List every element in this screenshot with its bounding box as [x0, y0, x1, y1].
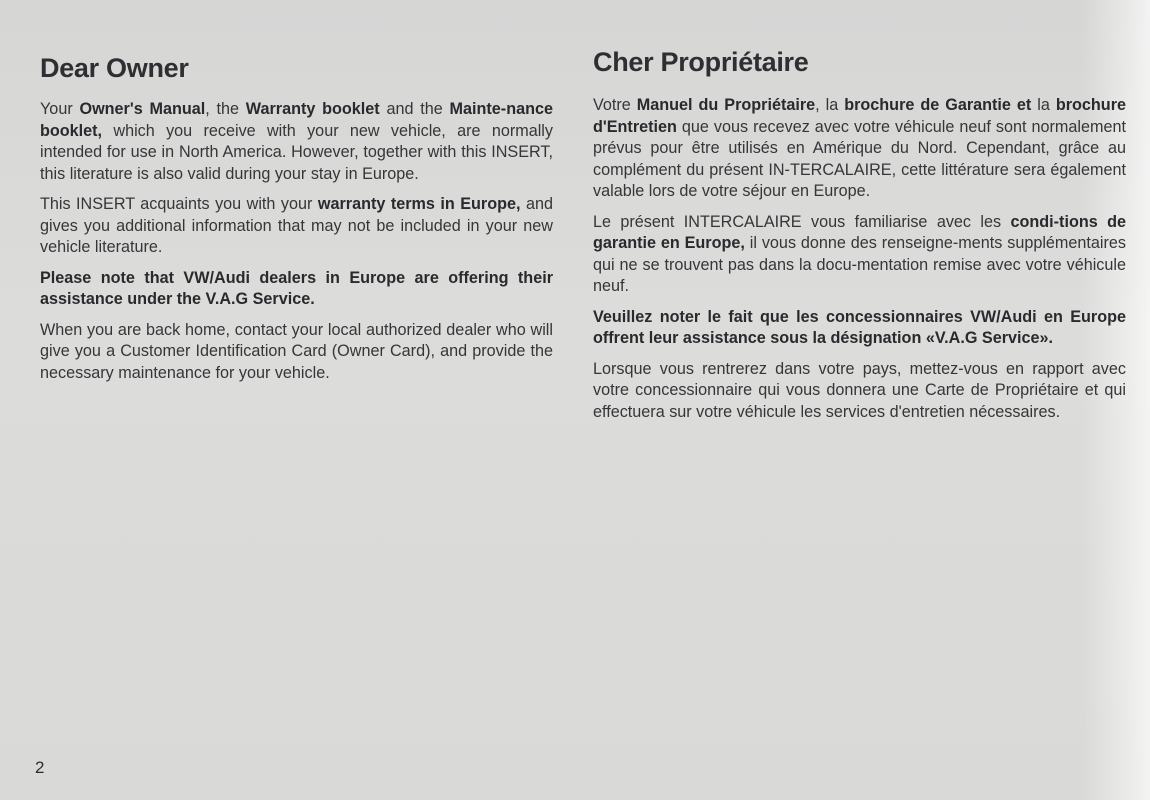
brochure-entretien-term: brochure d'Entretien [593, 96, 1127, 136]
french-paragraph-2: Le présent INTERCALAIRE vous familiarise avec les condi-tions de garantie en Europe, il vous donne des renseigne-ments supplémentaires qui ne se trouvent pas dans la docu-mentation remise avec votre véhicule neuf. [593, 212, 1127, 295]
french-heading: Cher Propriétaire [593, 47, 809, 77]
english-paragraph-4: When you are back home, contact your local authorized dealer who will give you a Customer Identification Card (Owner Card), and provide the necessary maintenance for your vehicle. [40, 320, 553, 382]
english-column [40, 0, 553, 393]
brochure-garantie-term: brochure de Garantie et [844, 96, 1032, 114]
french-dealer-notice: Veuillez noter le fait que les concessionnaires VW/Audi en Europe offrent leur assistance sous la désignation «V.A.G Service». [593, 307, 1126, 347]
french-column [593, 0, 1126, 432]
english-heading: Dear Owner [40, 53, 189, 83]
owners-manual-term: Owner's Manual [79, 100, 206, 118]
conditions-garantie-term: condi-tions de garantie en Europe, [593, 212, 1126, 252]
manuel-term: Manuel du Propriétaire [636, 96, 816, 114]
english-dealer-notice: Please note that VW/Audi dealers in Europe are offering their assistance under the V.A.G Service. [40, 268, 553, 308]
warranty-terms-term: warranty terms in Europe, [317, 195, 521, 213]
french-paragraph-4: Lorsque vous rentrerez dans votre pays, mettez-vous en rapport avec votre concessionnaire qui vous donnera une Carte de Propriétaire et qui effectuera sur votre véhicule les services d'entretien nécessaires. [593, 359, 1126, 421]
page-number: 2 [35, 758, 45, 777]
maintenance-booklet-term: Mainte-nance booklet, [40, 100, 553, 140]
warranty-booklet-term: Warranty booklet [245, 100, 380, 118]
english-paragraph-1: Your Owner's Manual, the Warranty booklet and the Mainte-nance booklet, which you receive with your new vehicle, are normally intended for use in North America. However, together with this INSERT, this literature is also valid during your stay in Europe. [40, 100, 553, 183]
french-body [593, 95, 1126, 423]
english-body [40, 99, 553, 384]
english-paragraph-2: This INSERT acquaints you with your warranty terms in Europe, and gives you additional information that may not be included in your new vehicle literature. [40, 195, 553, 256]
french-paragraph-1: Votre Manuel du Propriétaire, la brochure de Garantie et la brochure d'Entretien que vous recevez avec votre véhicule neuf sont normalement prévus pour être utilisés en Amérique du Nord. Cependant, grâce au complément du présent IN-TERCALAIRE, cette littérature sera également valable lors de votre séjour en Europe. [593, 96, 1127, 200]
